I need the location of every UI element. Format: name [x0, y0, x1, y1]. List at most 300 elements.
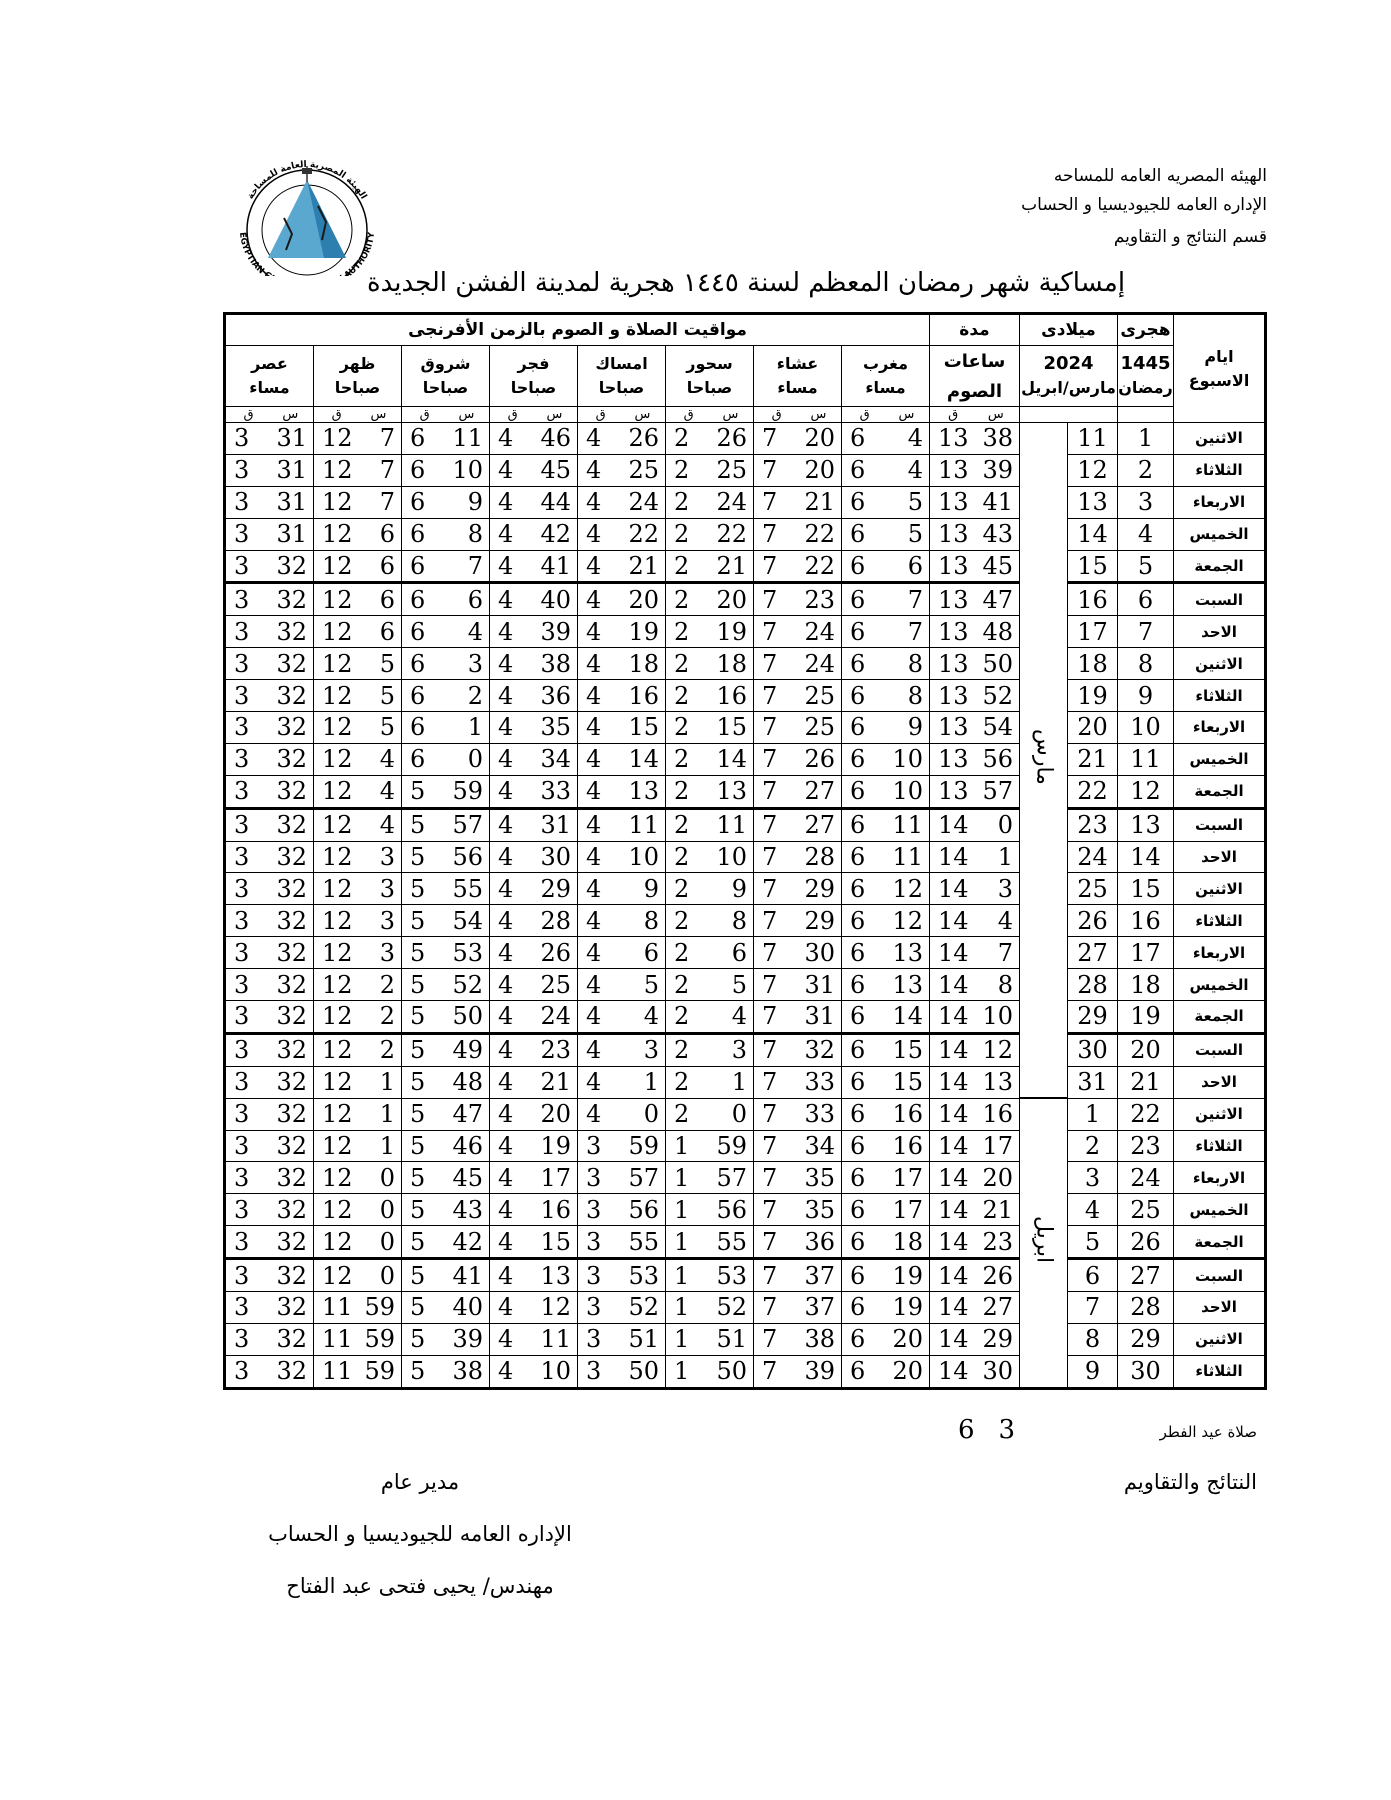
isha-time: [754, 937, 842, 969]
suhoor-minute: 18: [716, 649, 747, 678]
isha-hour: 7: [762, 1325, 778, 1354]
gregorian-day: 31: [1068, 1066, 1118, 1098]
imsak-minute: 21: [628, 552, 659, 580]
fast-minute: 52: [982, 681, 1013, 710]
suhoor-hour: 2: [674, 617, 690, 646]
sq-maghrib: [842, 407, 930, 423]
maghrib-minute: 12: [892, 874, 923, 903]
asr-hour: 3: [233, 1002, 250, 1031]
isha-time: [754, 616, 842, 648]
imsak-minute: 20: [628, 585, 659, 614]
minute-abbr: ق: [948, 407, 959, 422]
suhoor-time: [666, 841, 754, 873]
asr-minute: 32: [276, 906, 307, 935]
asr-time: [224, 905, 313, 937]
asr-minute: 31: [276, 520, 307, 549]
table-row: [224, 550, 1265, 583]
asr-time: [224, 486, 313, 518]
suhoor-minute: 14: [716, 745, 747, 774]
isha-hour: 7: [762, 552, 778, 580]
fajr-minute: 39: [540, 617, 571, 646]
gregorian-day: 21: [1068, 743, 1118, 775]
sq-suhoor: [666, 407, 754, 423]
maghrib-time: [842, 1292, 930, 1324]
imsak-hour: 4: [586, 874, 602, 903]
dhuhr-minute: 4: [379, 777, 395, 806]
sunrise-minute: 54: [452, 906, 483, 935]
day-name: السبت: [1174, 808, 1266, 841]
asr-time: [224, 873, 313, 905]
sunrise-time: [402, 905, 490, 937]
suhoor-time: [666, 1130, 754, 1162]
day-name: السبت: [1174, 583, 1266, 616]
suhoor-minute: 50: [716, 1357, 747, 1386]
sunrise-minute: 56: [452, 843, 483, 872]
header-maghrib: [842, 346, 930, 407]
sunrise-hour: 5: [410, 1293, 426, 1322]
asr-time: [224, 1066, 313, 1098]
dhuhr-minute: 0: [379, 1227, 395, 1256]
fast-time: [930, 1292, 1020, 1324]
asr-minute: 32: [276, 1227, 307, 1256]
hijri-day: 12: [1118, 775, 1174, 808]
suhoor-time: [666, 873, 754, 905]
imsak-hour: 4: [586, 777, 602, 806]
imsak-time: [578, 680, 666, 712]
table-row: [224, 518, 1265, 550]
dhuhr-minute: 7: [379, 488, 395, 517]
dhuhr-minute: 59: [364, 1357, 395, 1386]
header-dhuhr: [314, 346, 402, 407]
sunrise-hour: 5: [410, 874, 426, 903]
isha-time: [754, 550, 842, 583]
logo-arabic-text: الهيئة المصرية العامة للمساحة: [245, 159, 369, 202]
asr-minute: 32: [276, 1068, 307, 1097]
suhoor-hour: 2: [674, 843, 690, 872]
asr-time: [224, 454, 313, 486]
asr-time: [224, 1001, 313, 1034]
table-row: [224, 648, 1265, 680]
maghrib-period: مساء: [865, 378, 906, 397]
sunrise-hour: 5: [410, 1002, 426, 1031]
dhuhr-time: [314, 937, 402, 969]
suhoor-time: [666, 743, 754, 775]
dhuhr-time: [314, 1162, 402, 1194]
day-name: الاربعاء: [1174, 937, 1266, 969]
sunrise-hour: 5: [410, 970, 426, 999]
hijri-day: 3: [1118, 486, 1174, 518]
header-days: ايام الاسبوع: [1174, 314, 1266, 423]
sunrise-hour: 6: [410, 552, 426, 580]
gregorian-day: 19: [1068, 680, 1118, 712]
maghrib-time: [842, 1194, 930, 1226]
asr-time: [224, 550, 313, 583]
suhoor-minute: 9: [731, 874, 747, 903]
dhuhr-time: [314, 680, 402, 712]
fast-hour: 14: [938, 1227, 969, 1256]
imsak-hour: 4: [586, 424, 602, 453]
imsak-minute: 19: [628, 617, 659, 646]
suhoor-minute: 24: [716, 488, 747, 517]
imsakiya-table-wrap: [226, 312, 1267, 1390]
hijri-day: 6: [1118, 583, 1174, 616]
asr-minute: 32: [276, 1195, 307, 1224]
asr-minute: 32: [276, 681, 307, 710]
fajr-minute: 21: [540, 1068, 571, 1097]
table-row: [224, 937, 1265, 969]
imsak-time: [578, 648, 666, 680]
suhoor-time: [666, 1259, 754, 1292]
fast-minute: 56: [982, 745, 1013, 774]
sunrise-time: [402, 1033, 490, 1066]
dhuhr-time: [314, 1355, 402, 1388]
imsak-hour: 4: [586, 552, 602, 580]
fajr-minute: 10: [540, 1357, 571, 1386]
imsak-time: [578, 1001, 666, 1034]
fajr-time: [490, 486, 578, 518]
fajr-time: [490, 680, 578, 712]
fast-minute: 1: [997, 843, 1013, 872]
gregorian-day: 27: [1068, 937, 1118, 969]
dhuhr-time: [314, 648, 402, 680]
fajr-time: [490, 423, 578, 455]
suhoor-time: [666, 1323, 754, 1355]
asr-minute: 32: [276, 1132, 307, 1161]
dhuhr-hour: 12: [322, 970, 353, 999]
asr-minute: 32: [276, 938, 307, 967]
fajr-hour: 4: [498, 1002, 514, 1031]
isha-period: مساء: [777, 378, 818, 397]
fast-hour: 14: [938, 970, 969, 999]
dhuhr-hour: 12: [322, 843, 353, 872]
maghrib-time: [842, 905, 930, 937]
sunrise-hour: 5: [410, 1132, 426, 1161]
fast-hour: 13: [938, 649, 969, 678]
hijri-day: 30: [1118, 1355, 1174, 1388]
sq-fast: [930, 407, 1020, 423]
maghrib-time: [842, 1066, 930, 1098]
imsak-time: [578, 486, 666, 518]
fajr-minute: 33: [540, 777, 571, 806]
fajr-minute: 41: [540, 552, 571, 580]
gregorian-year: 2024: [1043, 353, 1094, 374]
dhuhr-hour: 12: [322, 424, 353, 453]
day-name: الاربعاء: [1174, 1162, 1266, 1194]
isha-minute: 27: [804, 811, 835, 840]
hijri-day: 8: [1118, 648, 1174, 680]
imsak-hour: 4: [586, 617, 602, 646]
day-name: الاثنين: [1174, 423, 1266, 455]
isha-minute: 29: [804, 874, 835, 903]
dhuhr-hour: 12: [322, 456, 353, 485]
maghrib-hour: 6: [850, 745, 866, 774]
dhuhr-time: [314, 518, 402, 550]
isha-time: [754, 1226, 842, 1259]
asr-hour: 3: [233, 874, 250, 903]
gregorian-day: 22: [1068, 775, 1118, 808]
minute-abbr: ق: [419, 407, 430, 422]
header-isha: [754, 346, 842, 407]
sunrise-minute: 2: [467, 681, 483, 710]
isha-hour: 7: [762, 456, 778, 485]
isha-hour: 7: [762, 1100, 778, 1129]
eid-prayer-time: [958, 1415, 1015, 1445]
fast-hour: 13: [938, 777, 969, 806]
isha-hour: 7: [762, 1293, 778, 1322]
fajr-hour: 4: [498, 649, 514, 678]
isha-time: [754, 905, 842, 937]
logo-english-text: EGYPTIAN AUTHORITY: [236, 231, 378, 276]
day-name: الجمعة: [1174, 1001, 1266, 1034]
maghrib-hour: 6: [850, 1325, 866, 1354]
hijri-day: 29: [1118, 1323, 1174, 1355]
table-row: [224, 1355, 1265, 1388]
fast-time: [930, 775, 1020, 808]
asr-time: [224, 712, 313, 744]
sunrise-hour: 6: [410, 585, 426, 614]
fajr-time: [490, 712, 578, 744]
imsak-time: [578, 616, 666, 648]
hour-minute-header-row: [224, 407, 1265, 423]
imsak-minute: 14: [628, 745, 659, 774]
fast-hour: 13: [938, 585, 969, 614]
imsak-hour: 4: [586, 585, 602, 614]
imsak-hour: 4: [586, 713, 602, 742]
fast-hour: 14: [938, 843, 969, 872]
asr-time: [224, 808, 313, 841]
fajr-time: [490, 1098, 578, 1130]
sunrise-minute: 55: [452, 874, 483, 903]
dhuhr-time: [314, 454, 402, 486]
dhuhr-time: [314, 1194, 402, 1226]
suhoor-time: [666, 454, 754, 486]
imsak-hour: 4: [586, 1100, 602, 1129]
isha-minute: 30: [804, 938, 835, 967]
dhuhr-time: [314, 550, 402, 583]
suhoor-time: [666, 518, 754, 550]
hijri-day: 18: [1118, 969, 1174, 1001]
fajr-minute: 11: [540, 1325, 571, 1354]
isha-hour: 7: [762, 1227, 778, 1256]
isha-time: [754, 712, 842, 744]
sunrise-hour: 6: [410, 713, 426, 742]
dhuhr-label: ظهر: [339, 354, 376, 373]
isha-minute: 24: [804, 617, 835, 646]
fajr-time: [490, 454, 578, 486]
dhuhr-time: [314, 1292, 402, 1324]
fast-minute: 27: [982, 1293, 1013, 1322]
sq-gregorian: [1020, 407, 1118, 423]
dhuhr-hour: 12: [322, 745, 353, 774]
gregorian-day: 4: [1068, 1194, 1118, 1226]
isha-time: [754, 1355, 842, 1388]
table-row: [224, 1226, 1265, 1259]
day-name: الاحد: [1174, 841, 1266, 873]
fajr-hour: 4: [498, 552, 514, 580]
dhuhr-minute: 3: [379, 906, 395, 935]
suhoor-minute: 19: [716, 617, 747, 646]
imsak-hour: 4: [586, 970, 602, 999]
imsak-minute: 9: [643, 874, 659, 903]
isha-time: [754, 1130, 842, 1162]
asr-hour: 3: [233, 424, 250, 453]
imsak-hour: 4: [586, 456, 602, 485]
imsak-hour: 4: [586, 811, 602, 840]
pyramid-logo-icon: [222, 158, 392, 276]
gregorian-day: 3: [1068, 1162, 1118, 1194]
maghrib-time: [842, 680, 930, 712]
asr-hour: 3: [233, 1163, 250, 1192]
sunrise-minute: 49: [452, 1036, 483, 1065]
dhuhr-time: [314, 486, 402, 518]
isha-hour: 7: [762, 681, 778, 710]
isha-minute: 25: [804, 713, 835, 742]
hour-abbr: س: [722, 407, 739, 422]
sunrise-hour: 5: [410, 777, 426, 806]
suhoor-time: [666, 648, 754, 680]
dhuhr-hour: 12: [322, 520, 353, 549]
sunrise-time: [402, 1066, 490, 1098]
day-name: الجمعة: [1174, 550, 1266, 583]
suhoor-minute: 20: [716, 585, 747, 614]
fast-time: [930, 1130, 1020, 1162]
dhuhr-hour: 12: [322, 488, 353, 517]
org-line-3: قسم النتائج و التقاويم: [1113, 227, 1267, 247]
suhoor-time: [666, 680, 754, 712]
asr-time: [224, 937, 313, 969]
day-name: الخميس: [1174, 969, 1266, 1001]
dhuhr-minute: 0: [379, 1261, 395, 1290]
imsak-minute: 59: [628, 1132, 659, 1161]
suhoor-minute: 0: [731, 1100, 747, 1129]
imsak-minute: 3: [643, 1036, 659, 1065]
isha-minute: 20: [804, 456, 835, 485]
sunrise-minute: 59: [452, 777, 483, 806]
table-row: [224, 808, 1265, 841]
gregorian-day: 26: [1068, 905, 1118, 937]
imsak-minute: 15: [628, 713, 659, 742]
asr-minute: 32: [276, 1293, 307, 1322]
imsak-hour: 4: [586, 520, 602, 549]
fast-time: [930, 583, 1020, 616]
maghrib-time: [842, 1001, 930, 1034]
maghrib-hour: 6: [850, 585, 866, 614]
fajr-time: [490, 616, 578, 648]
fajr-time: [490, 1323, 578, 1355]
fast-time: [930, 423, 1020, 455]
sunrise-minute: 52: [452, 970, 483, 999]
fajr-time: [490, 1194, 578, 1226]
imsak-minute: 11: [628, 811, 659, 840]
isha-minute: 39: [804, 1357, 835, 1386]
fajr-minute: 24: [540, 1002, 571, 1031]
suhoor-time: [666, 550, 754, 583]
dhuhr-time: [314, 712, 402, 744]
maghrib-hour: 6: [850, 777, 866, 806]
day-name: الاربعاء: [1174, 712, 1266, 744]
imsak-time: [578, 1033, 666, 1066]
suhoor-hour: 2: [674, 811, 690, 840]
isha-hour: 7: [762, 745, 778, 774]
hijri-day: 14: [1118, 841, 1174, 873]
fajr-hour: 4: [498, 745, 514, 774]
dhuhr-minute: 59: [364, 1293, 395, 1322]
maghrib-time: [842, 454, 930, 486]
imsak-minute: 1: [643, 1068, 659, 1097]
imsak-minute: 5: [643, 970, 659, 999]
dhuhr-hour: 12: [322, 1002, 353, 1031]
maghrib-time: [842, 1098, 930, 1130]
suhoor-hour: 2: [674, 552, 690, 580]
isha-minute: 29: [804, 906, 835, 935]
isha-minute: 28: [804, 843, 835, 872]
hour-abbr: س: [458, 407, 475, 422]
fast-time: [930, 743, 1020, 775]
isha-time: [754, 743, 842, 775]
isha-hour: 7: [762, 1002, 778, 1031]
gregorian-day: 2: [1068, 1130, 1118, 1162]
sunrise-hour: 6: [410, 745, 426, 774]
maghrib-hour: 6: [850, 843, 866, 872]
fajr-hour: 4: [498, 811, 514, 840]
month-march-label: مارس: [1031, 728, 1057, 785]
fajr-minute: 42: [540, 520, 571, 549]
suhoor-hour: 1: [674, 1227, 690, 1256]
fajr-time: [490, 937, 578, 969]
fajr-minute: 13: [540, 1261, 571, 1290]
imsak-minute: 25: [628, 456, 659, 485]
eid-prayer-label: صلاة عيد الفطر: [1159, 1423, 1257, 1441]
suhoor-minute: 22: [716, 520, 747, 549]
imsak-minute: 10: [628, 843, 659, 872]
sq-imsak: [578, 407, 666, 423]
asr-hour: 3: [233, 843, 250, 872]
fajr-time: [490, 969, 578, 1001]
asr-time: [224, 583, 313, 616]
header-imsak: [578, 346, 666, 407]
fast-minute: 20: [982, 1163, 1013, 1192]
fast-time: [930, 1033, 1020, 1066]
minute-abbr: ق: [507, 407, 518, 422]
asr-minute: 32: [276, 1325, 307, 1354]
asr-hour: 3: [233, 938, 250, 967]
maghrib-minute: 15: [892, 1036, 923, 1065]
suhoor-hour: 2: [674, 1068, 690, 1097]
sunrise-minute: 46: [452, 1132, 483, 1161]
dhuhr-minute: 3: [379, 938, 395, 967]
dhuhr-time: [314, 905, 402, 937]
dhuhr-hour: 11: [322, 1325, 353, 1354]
fajr-hour: 4: [498, 906, 514, 935]
gregorian-day: 17: [1068, 616, 1118, 648]
dhuhr-minute: 1: [379, 1100, 395, 1129]
suhoor-label: سحور: [686, 354, 733, 373]
asr-minute: 32: [276, 1100, 307, 1129]
table-row: [224, 1292, 1265, 1324]
maghrib-hour: 6: [850, 1293, 866, 1322]
suhoor-hour: 2: [674, 938, 690, 967]
gregorian-day: 1: [1068, 1098, 1118, 1130]
month-april-label: ابريل: [1031, 1215, 1057, 1264]
page-title: إمساكية شهر رمضان المعظم لسنة ١٤٤٥ هجرية لمدينة الفشن الجديدة: [366, 268, 1126, 298]
sunrise-hour: 5: [410, 1195, 426, 1224]
suhoor-time: [666, 1355, 754, 1388]
asr-minute: 32: [276, 874, 307, 903]
table-row: [224, 486, 1265, 518]
maghrib-minute: 8: [907, 681, 923, 710]
hijri-day: 25: [1118, 1194, 1174, 1226]
dhuhr-hour: 12: [322, 1261, 353, 1290]
